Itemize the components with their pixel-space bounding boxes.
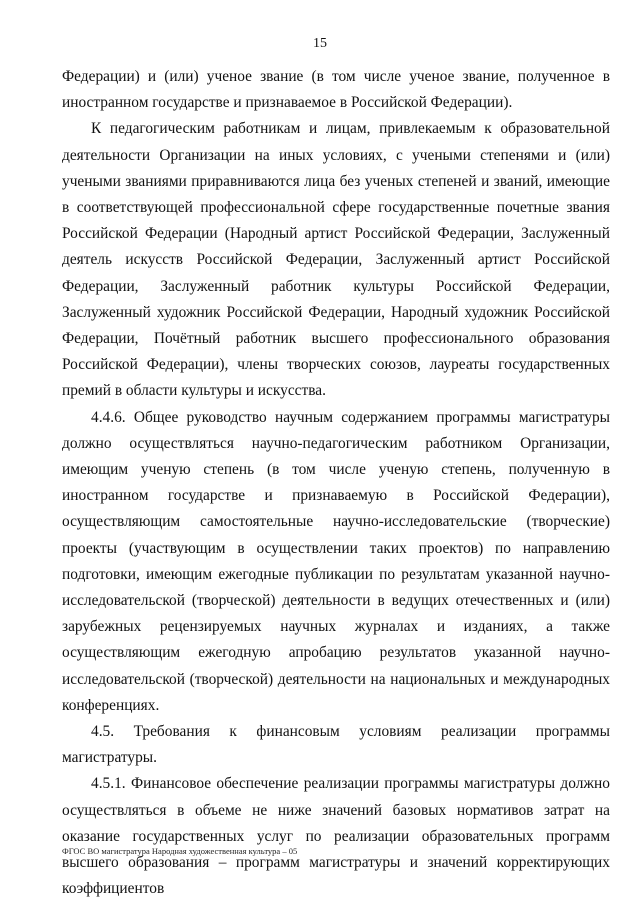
paragraph-honorary-titles: К педагогическим работникам и лицам, привлекаемым к образовательной деятельности Организации на иных условиях, с учеными степенями и (или) учеными званиями приравниваются лица без ученых степеней и званий, имеющие в соответствующей профессиональной сфере государственные почетные звания Российской Федерации (Народный артист Российской Федерации, Заслуженный деятель искусств Российской Федерации, Заслуженный артист Российской Федерации, Заслуженный работник культуры Российской Федерации, Заслуженный художник Российской Федерации, Народный художник Российской Федерации, Почётный работник высшего профессионального образования Российской Федерации), члены творческих союзов, лауреаты государственных премий в области культуры и искусства.: [62, 120, 610, 400]
footer-text: ФГОС ВО магистратура Народная художественная культура – 05: [62, 846, 298, 856]
document-body: [62, 64, 610, 903]
paragraph-continuation: Федерации) и (или) ученое звание (в том числе ученое звание, полученное в иностранном государстве и признаваемое в Российской Федерации).: [62, 68, 610, 112]
paragraph-4-5: 4.5. Требования к финансовым условиям реализации программы магистратуры.: [62, 723, 610, 767]
paragraph-4-4-6: 4.4.6. Общее руководство научным содержанием программы магистратуры должно осуществляться научно-педагогическим работником Организации, имеющим ученую степень (в том числе ученую степень, полученную в иностранном государстве и признаваемую в Российской Федерации), осуществляющим самостоятельные научно-исследовательские (творческие) проекты (участвующим в осуществлении таких проектов) по направлению подготовки, имеющим ежегодные публикации по результатам указанной научно-исследовательской (творческой) деятельности в ведущих отечественных и (или) зарубежных рецензируемых научных журналах и изданиях, а также осуществляющим ежегодную апробацию результатов указанной научно-исследовательской (творческой) деятельности на национальных и международных конференциях.: [62, 408, 610, 714]
page-number: 15: [313, 36, 327, 51]
paragraph-4-5-1: 4.5.1. Финансовое обеспечение реализации программы магистратуры должно осуществляться в объеме не ниже значений базовых нормативов затрат на оказание государственных услуг по реализации образовательных программ высшего образования – программ магистратуры и значений корректирующих коэффициентов: [62, 775, 610, 898]
